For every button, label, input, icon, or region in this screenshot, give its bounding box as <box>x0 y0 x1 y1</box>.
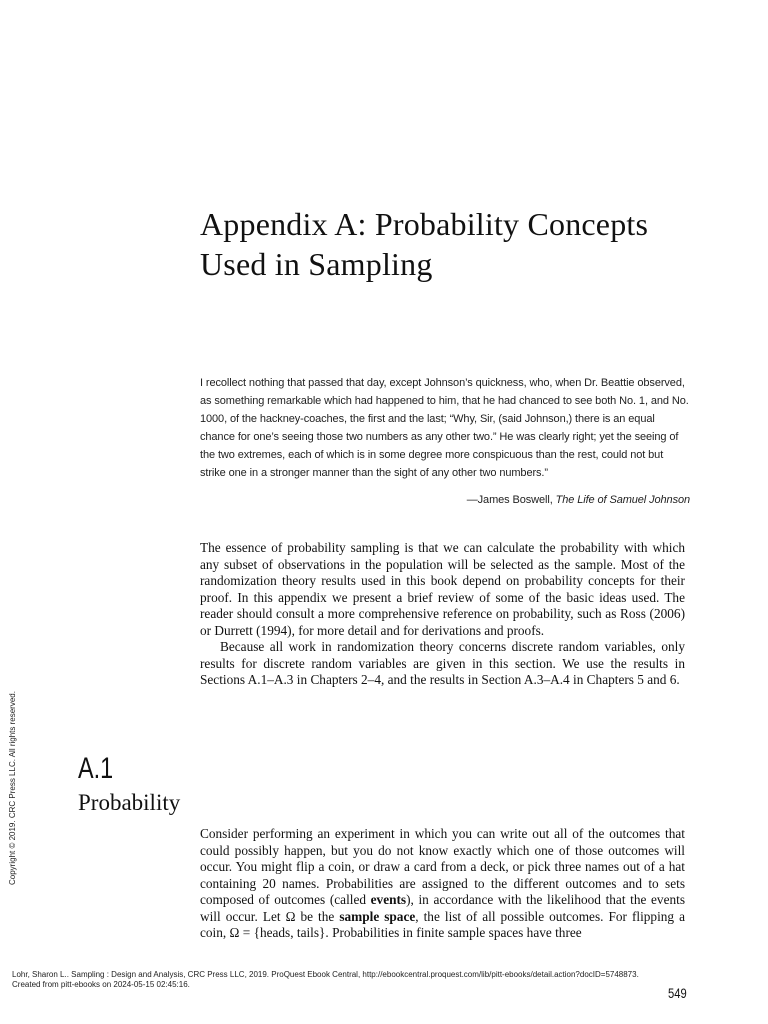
footer <box>12 970 639 990</box>
chapter-title-line-1: Appendix A: Probability Concepts <box>200 206 649 242</box>
footer-created: Created from pitt-ebooks on 2024-05-15 02:45:16. <box>12 980 190 989</box>
section-text-part-2: ), in accordance with the likelihood that the events will occur. Let Ω be the <box>200 892 685 924</box>
epigraph-attribution <box>200 491 690 509</box>
section-paragraph <box>200 826 685 942</box>
term-sample-space: sample space <box>339 908 416 924</box>
attribution-author: —James Boswell, <box>466 494 556 506</box>
chapter-title-line-2: Used in Sampling <box>200 246 433 282</box>
chapter-title <box>200 204 720 284</box>
section-body <box>200 826 685 942</box>
intro-paragraph-1: The essence of probability sampling is that we can calculate the probability with which any subset of observations in the population will be selected as the sample. Most of the randomization theory results used in this book depend on probability concepts for their proof. In this appendix we present a brief review of some of the basic ideas used. The reader should consult a more comprehensive reference on probability, such as Ross (2006) or Durrett (1994), for more detail and for derivations and proofs. <box>200 540 685 638</box>
intro-paragraph-2: Because all work in randomization theory concerns discrete random variables, only results for discrete random variables are given in this section. We use the results in Sections A.1–A.3 in Chapters 2–4, and the results in Section A.3–A.4 in Chapters 5 and 6. <box>200 639 685 687</box>
section-title: Probability <box>78 790 181 815</box>
section-text-part-3: , the list of all possible outcomes. For flipping a coin, Ω = {heads, tails}. Probabilities in finite sample spaces have three <box>200 908 685 940</box>
section-number: A.1 <box>78 752 114 785</box>
section-text-part-1: Consider performing an experiment in which you can write out all of the outcomes that could possibly happen, but you do not know exactly which one of those outcomes will occur. You might flip a coin, or draw a card from a deck, or pick three names out of a hat containing 20 names. Probabilities are assigned to the different outcomes and to sets composed of outcomes (called <box>200 826 685 907</box>
epigraph-quote: I recollect nothing that passed that day, except Johnson’s quickness, who, when Dr. Beattie observed, as something remarkable which had happened to him, that he had chanced to see both No. 1, and No. 1000, of the hackney-coaches, the first and the last; “Why, Sir, (said Johnson,) there is an equal chance for one’s seeing those two numbers as any other two.” He was clearly right; yet the seeing of the two extremes, each of which is in some degree more conspicuous than the rest, could not but strike one in a stronger manner than the sight of any other two numbers.” <box>200 377 689 479</box>
intro-text <box>200 540 685 689</box>
term-events: events <box>370 892 407 907</box>
epigraph <box>200 374 690 509</box>
page-number: 549 <box>668 985 687 1001</box>
copyright-side-note: Copyright © 2019. CRC Press LLC. All rights reserved. <box>8 691 17 885</box>
attribution-work: The Life of Samuel Johnson <box>555 494 690 506</box>
footer-citation: Lohr, Sharon L.. Sampling : Design and Analysis, CRC Press LLC, 2019. ProQuest Ebook Central, http://ebookcentral.proquest.com/lib/pitt-ebooks/detail.action?docID=5748873. <box>12 970 639 979</box>
